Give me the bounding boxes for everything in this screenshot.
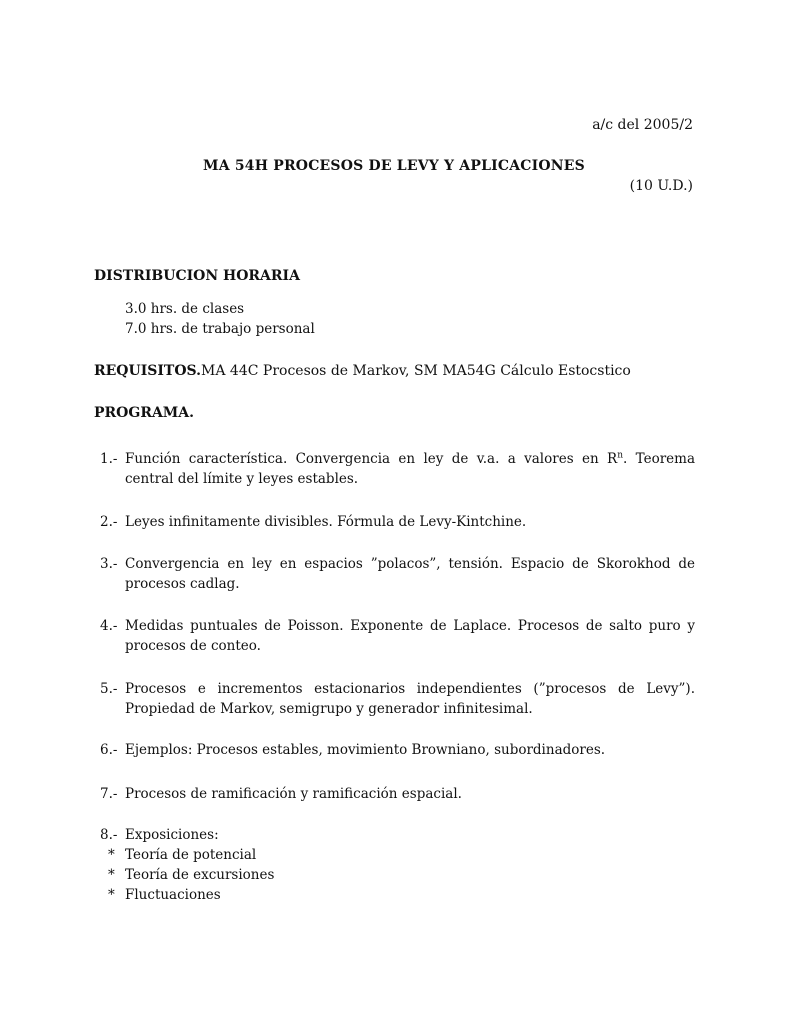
item-number: 5.-: [100, 681, 118, 697]
item-number: 2.-: [100, 514, 118, 530]
item-text: [125, 449, 695, 489]
list-item-text: Teoría de potencial: [125, 847, 257, 863]
item-number: 3.-: [100, 556, 118, 572]
requisitos-heading: REQUISITOS.: [94, 363, 202, 379]
list-item: [108, 845, 274, 865]
distribucion-line: 3.0 hrs. de clases: [125, 301, 245, 317]
programa-item-7: [100, 784, 695, 804]
superscript-n: n: [617, 450, 623, 461]
programa-item-2: [100, 512, 695, 532]
item-text: Procesos e incrementos estacionarios independientes (”procesos de Levy”). Propiedad de Markov, semigrupo y generador infinitesimal.: [125, 681, 695, 717]
list-item-text: Teoría de excursiones: [125, 867, 275, 883]
item-text-part: . Teorema central del límite y leyes estables.: [125, 451, 695, 487]
item-number: 6.-: [100, 742, 118, 758]
list-item: [108, 865, 274, 885]
course-title: MA 54H PROCESOS DE LEVY Y APLICACIONES: [203, 158, 585, 174]
item-number: 8.-: [100, 827, 118, 843]
asterisk-bullet: *: [108, 847, 115, 863]
programa-item-3: [100, 554, 695, 594]
item-number: 1.-: [100, 451, 118, 467]
asterisk-bullet: *: [108, 867, 115, 883]
programa-item-4: [100, 616, 695, 656]
item-number: 4.-: [100, 618, 118, 634]
requisitos-line: [94, 362, 631, 380]
course-units: (10 U.D.): [629, 178, 693, 194]
item-text: Convergencia en ley en espacios ”polacos”, tensión. Espacio de Skorokhod de procesos cadlag.: [125, 556, 695, 592]
list-item: [108, 885, 274, 905]
distribucion-lines: [125, 299, 315, 339]
programa-item-6: [100, 740, 695, 760]
item-text-part: Función característica. Convergencia en ley de v.a. a valores en R: [125, 451, 618, 467]
item-text: Procesos de ramificación y ramificación espacial.: [125, 786, 462, 802]
exposiciones-list: [108, 845, 274, 905]
distribucion-heading: DISTRIBUCION HORARIA: [94, 268, 300, 284]
item-number: 7.-: [100, 786, 118, 802]
date-note: a/c del 2005/2: [592, 117, 693, 133]
item-text: Exposiciones:: [125, 827, 219, 843]
asterisk-bullet: *: [108, 887, 115, 903]
item-text: Medidas puntuales de Poisson. Exponente de Laplace. Procesos de salto puro y procesos de conteo.: [125, 618, 695, 654]
list-item-text: Fluctuaciones: [125, 887, 221, 903]
programa-heading: PROGRAMA.: [94, 405, 195, 421]
item-text: Ejemplos: Procesos estables, movimiento Browniano, subordinadores.: [125, 742, 606, 758]
item-text: Leyes infinitamente divisibles. Fórmula de Levy-Kintchine.: [125, 514, 527, 530]
programa-item-1: [100, 449, 695, 489]
programa-item-8: [100, 825, 695, 845]
distribucion-line: 7.0 hrs. de trabajo personal: [125, 321, 315, 337]
requisitos-text: MA 44C Procesos de Markov, SM MA54G Cálculo Estocstico: [201, 363, 631, 379]
programa-item-5: [100, 679, 695, 719]
